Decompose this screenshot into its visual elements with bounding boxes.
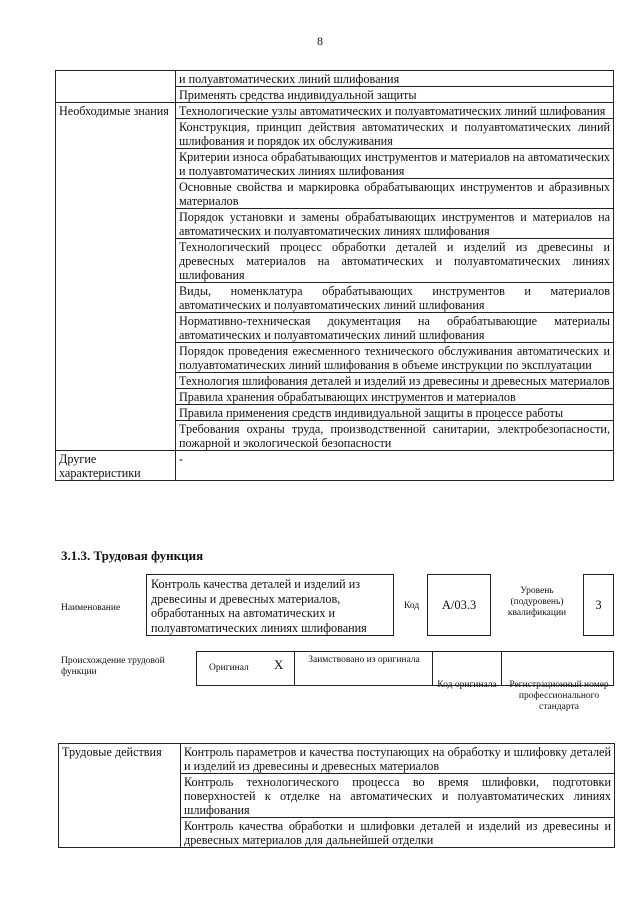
table-cell: и полуавтоматических линий шлифования [176, 71, 614, 87]
table-cell: Контроль параметров и качества поступающих на обработку и шлифовку деталей и изделий из древесины и древесных материалов [181, 744, 615, 774]
code-label: Код [404, 601, 420, 611]
table-cell: Правила применения средств индивидуальной защиты в процессе работы [176, 405, 614, 421]
table-cell: Контроль технологического процесса во время шлифовки, подготовки поверхностей к отделке на автоматических и полуавтоматических линиях шлифования [181, 774, 615, 818]
table-cell: Нормативно-техническая документация на обрабатывающие материалы автоматических и полуавтоматических линий шлифования [176, 313, 614, 343]
code-value: А/03.3 [427, 574, 491, 636]
table-cell: Критерии износа обрабатывающих инструментов и материалов на автоматических и полуавтоматических линиях шлифования [176, 149, 614, 179]
page-number: 8 [317, 34, 323, 48]
original-mark: X [274, 657, 284, 672]
table-cell: Применять средства индивидуальной защиты [176, 87, 614, 103]
table-cell: Конструкция, принцип действия автоматических и полуавтоматических линий шлифования и порядок их обслуживания [176, 119, 614, 149]
original-label: Оригинал [209, 663, 249, 673]
table-cell: Порядок проведения ежесменного технического обслуживания автоматических и полуавтоматических линий шлифования в объеме инструкции по эксплуатации [176, 343, 614, 373]
actions-table [58, 743, 615, 848]
borrowed-label: Заимствовано из оригинала [308, 655, 420, 665]
divider [501, 651, 502, 686]
row-label-actions: Трудовые действия [59, 744, 181, 848]
table-cell: Технологический процесс обработки деталей и изделий из древесины и древесных материалов на автоматических и полуавтоматических линиях шлифования [176, 239, 614, 283]
name-label: Наименование [61, 603, 121, 613]
table-cell: Требования охраны труда, производственной санитарии, электробезопасности, пожарной и экологической безопасности [176, 421, 614, 451]
level-value: 3 [583, 574, 614, 636]
table-cell: Порядок установки и замены обрабатывающих инструментов и материалов на автоматических и полуавтоматических линиях шлифования [176, 209, 614, 239]
knowledge-table [55, 70, 614, 481]
divider [294, 651, 295, 686]
row-label-knowledge: Необходимые знания [56, 103, 176, 451]
table-row [56, 451, 614, 481]
table-cell: Технология шлифования деталей и изделий из древесины и древесных материалов [176, 373, 614, 389]
name-value: Контроль качества деталей и изделий из древесины и древесных материалов, обработанных на автоматических и полуавтоматических линиях шлифования [146, 574, 394, 636]
table-row [56, 71, 614, 87]
section-title: 3.1.3. Трудовая функция [61, 548, 204, 563]
table-row [56, 103, 614, 119]
row-label-other: Другие характеристики [56, 451, 176, 481]
level-label: Уровень (подуровень) квалификации [507, 586, 567, 618]
code-caption: Код оригинала [437, 680, 497, 690]
row-label [56, 71, 176, 103]
table-cell: Правила хранения обрабатывающих инструментов и материалов [176, 389, 614, 405]
table-cell: Контроль качества обработки и шлифовки деталей и изделий из древесины и древесных материалов для дальнейшей отделки [181, 818, 615, 848]
table-cell: Технологические узлы автоматических и полуавтоматических линий шлифования [176, 103, 614, 119]
table-cell: - [176, 451, 614, 481]
origin-label: Происхождение трудовой функции [61, 656, 165, 677]
reg-caption: Регистрационный номер профессионального стандарта [509, 680, 609, 712]
table-row [59, 744, 615, 774]
table-cell: Основные свойства и маркировка обрабатывающих инструментов и абразивных материалов [176, 179, 614, 209]
table-cell: Виды, номенклатура обрабатывающих инструментов и материалов автоматических и полуавтоматических линий шлифования [176, 283, 614, 313]
